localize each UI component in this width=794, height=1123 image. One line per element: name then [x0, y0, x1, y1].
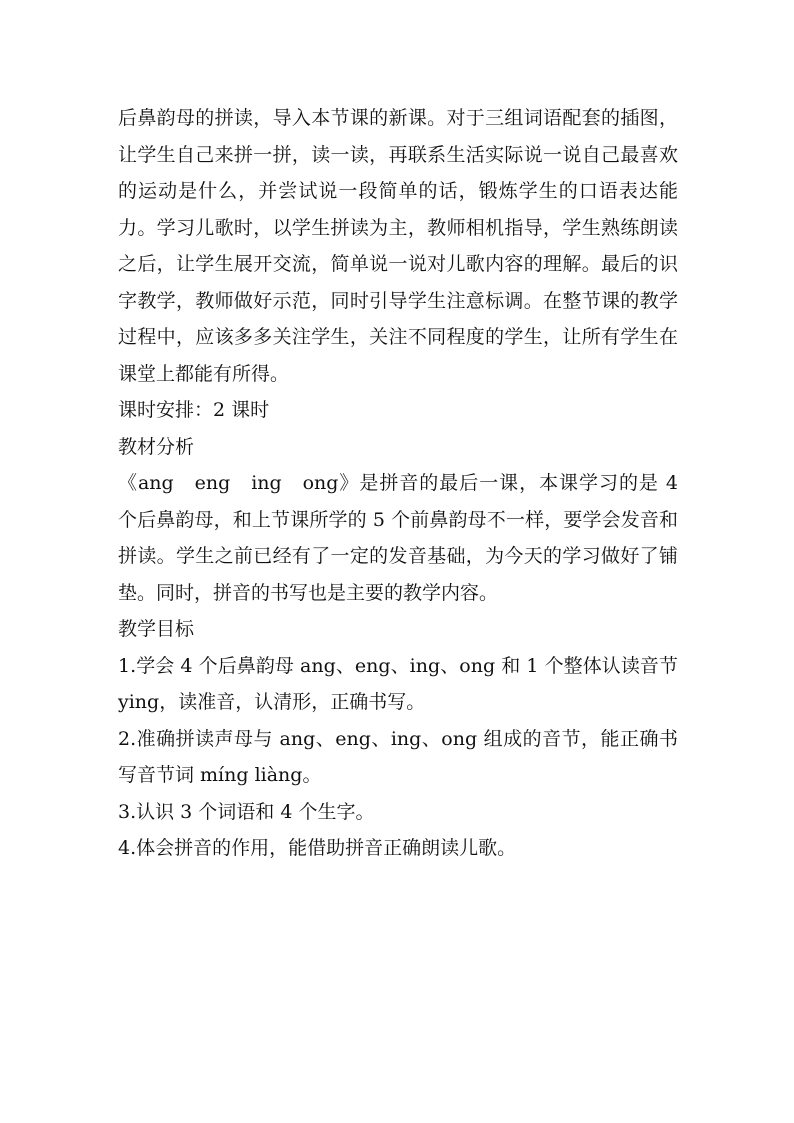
schedule-line: 课时安排：2 课时 [118, 399, 270, 421]
goal-item-2: 2.准确拼读声母与 ang、eng、ing、ong 组成的音节，能正确书写音节词 míng liàng。 [118, 727, 678, 786]
analysis-paragraph: 《ang eng ing ong》是拼音的最后一课，本课学习的是 4 个后鼻韵母，和上节课所学的 5 个前鼻韵母不一样，要学会发音和拼读。学生之前已经有了一定的发音基础，为今天的学习做好了铺垫。同时，拼音的书写也是主要的教学内容。 [118, 472, 678, 604]
goal-item-3: 3.认识 3 个词语和 4 个生字。 [118, 800, 375, 823]
intro-paragraph: 后鼻韵母的拼读，导入本节课的新课。对于三组词语配套的插图，让学生自己来拼一拼，读一读，再联系生活实际说一说自己最喜欢的运动是什么，并尝试说一段简单的话，锻炼学生的口语表达能力。学习儿歌时，以学生拼读为主，教师相机指导，学生熟练朗读之后，让学生展开交流，简单说一说对儿歌内容的理解。最后的识字教学，教师做好示范，同时引导学生注意标调。在整节课的教学过程中，应该多多关注学生，关注不同程度的学生，让所有学生在课堂上都能有所得。 [118, 107, 678, 385]
analysis-heading: 教材分析 [118, 435, 195, 458]
document-page [118, 100, 678, 867]
goal-item-4: 4.体会拼音的作用，能借助拼音正确朗读儿歌。 [118, 837, 517, 859]
goal-item-1: 1.学会 4 个后鼻韵母 ang、eng、ing、ong 和 1 个整体认读音节 ying，读准音，认清形，正确书写。 [118, 654, 678, 713]
goals-heading: 教学目标 [118, 618, 195, 640]
